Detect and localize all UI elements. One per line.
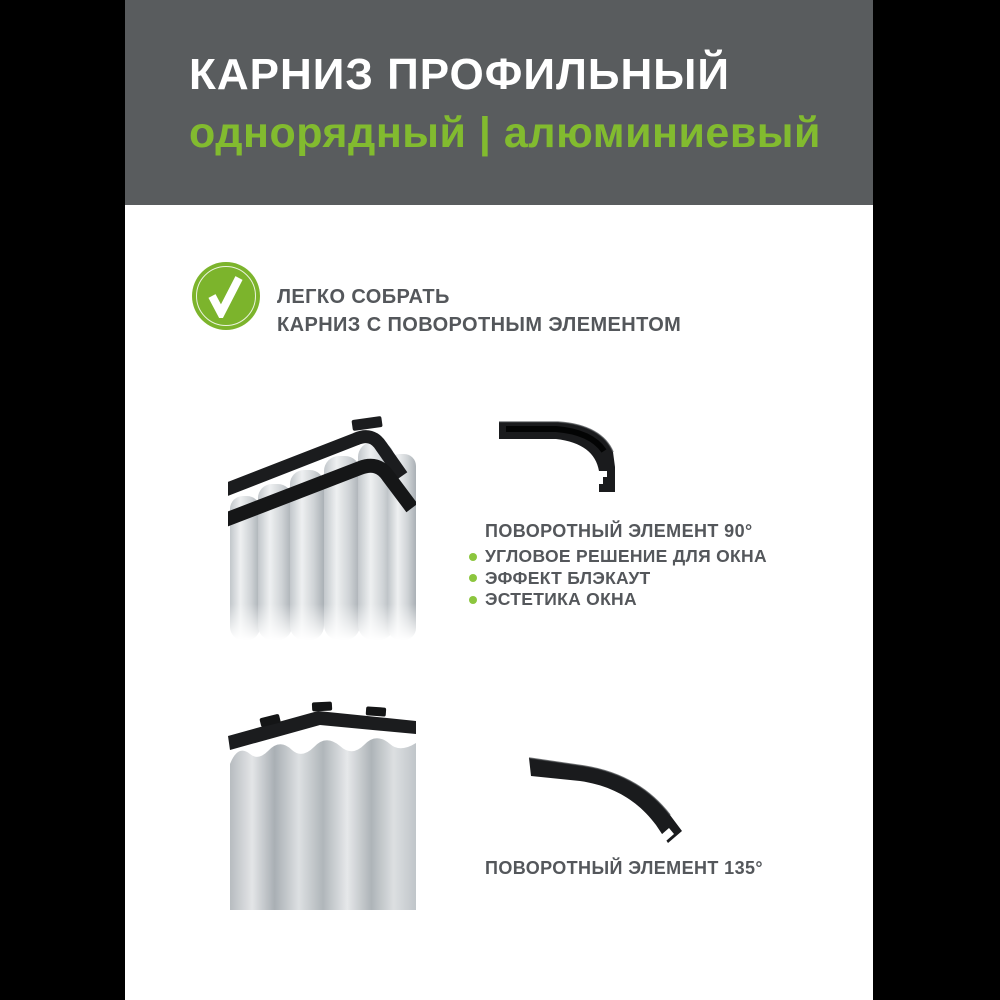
product-title: КАРНИЗ ПРОФИЛЬНЫЙ — [189, 50, 730, 99]
section-heading-90: ПОВОРОТНЫЙ ЭЛЕМЕНТ 90° — [485, 521, 753, 541]
bullet-dot-icon — [469, 553, 477, 561]
check-badge — [192, 262, 260, 330]
header-banner — [125, 0, 873, 205]
bullet-dot-icon — [469, 574, 477, 582]
corner-element-90-image — [496, 415, 632, 495]
curtain-photo-135 — [228, 700, 418, 912]
bullet-label: УГЛОВОЕ РЕШЕНИЕ ДЛЯ ОКНА — [485, 546, 767, 567]
bullet-label: ЭФФЕКТ БЛЭКАУТ — [485, 567, 651, 588]
feature-line2: КАРНИЗ С ПОВОРОТНЫМ ЭЛЕМЕНТОМ — [277, 314, 682, 336]
check-icon — [206, 274, 246, 318]
feature-line1: ЛЕГКО СОБРАТЬ — [277, 286, 450, 308]
wave-curtain — [230, 738, 416, 910]
curtain-photo-90 — [228, 412, 416, 640]
product-card — [125, 0, 873, 1000]
product-subtitle: однорядный | алюминиевый — [189, 109, 821, 157]
bullet-item — [469, 546, 767, 568]
feature-text — [277, 283, 681, 339]
bullet-dot-icon — [469, 596, 477, 604]
corner-element-135-image — [522, 753, 702, 851]
section-heading-135: ПОВОРОТНЫЙ ЭЛЕМЕНТ 135° — [485, 858, 763, 878]
bullet-list — [469, 546, 767, 611]
bullet-label: ЭСТЕТИКА ОКНА — [485, 589, 637, 610]
bullet-item — [469, 589, 767, 611]
bullet-item — [469, 568, 767, 590]
